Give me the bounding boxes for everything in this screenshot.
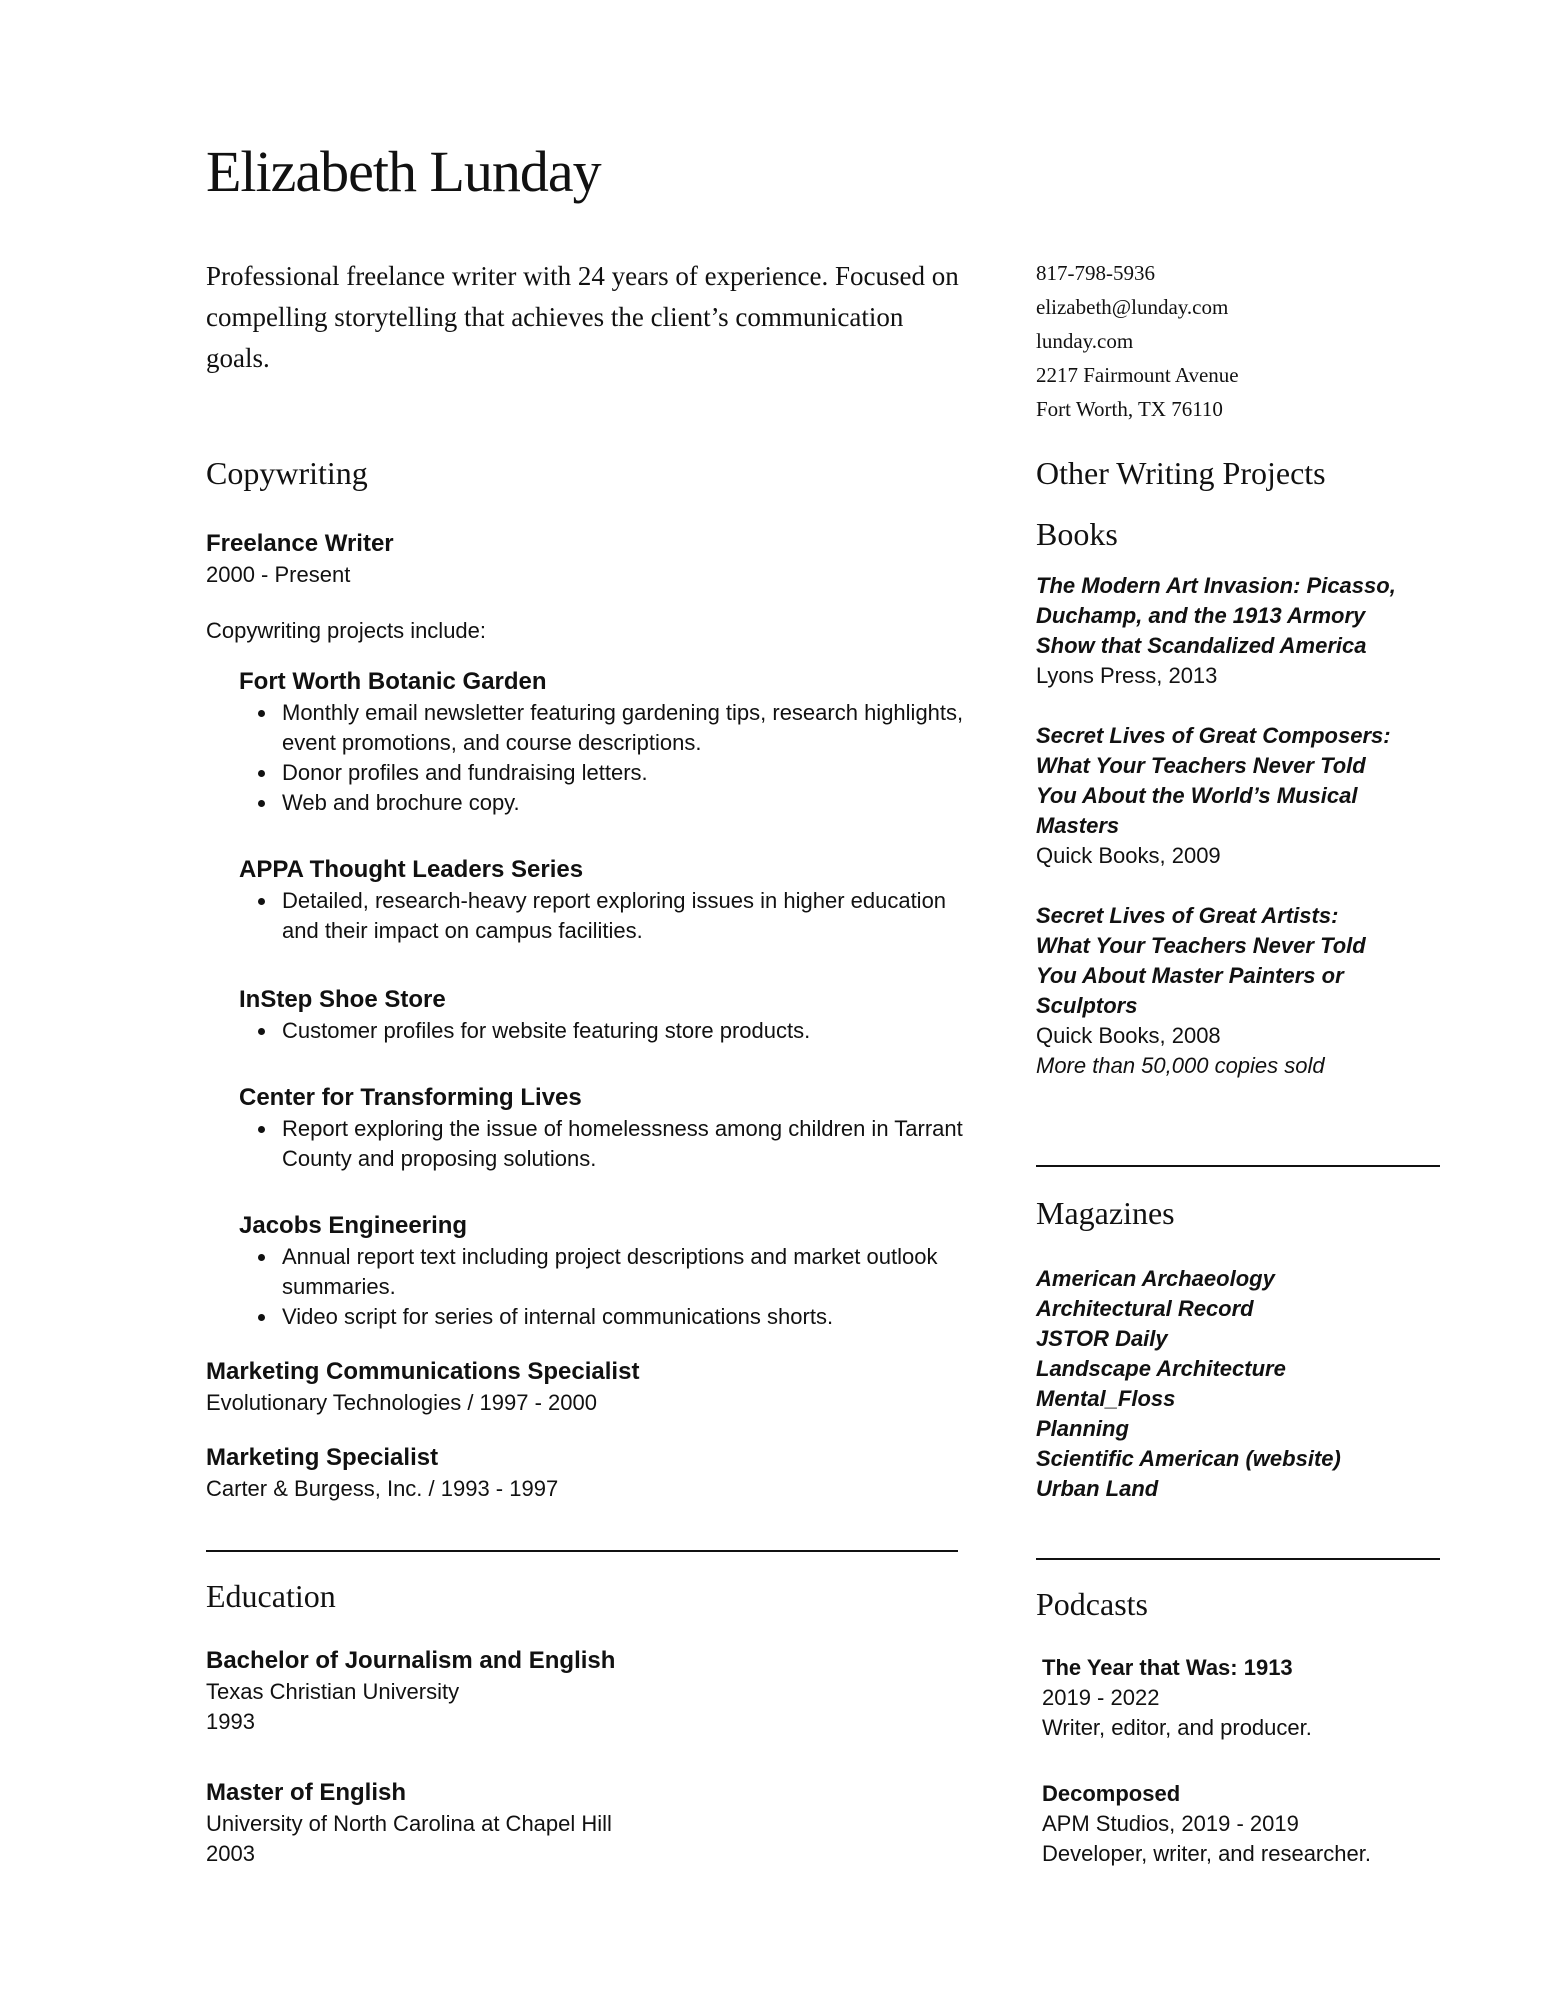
book-title: The Modern Art Invasion: Picasso, Duchamp, and the 1913 Armory Show that Scandalized America	[1036, 573, 1396, 658]
contact-website: lunday.com	[1036, 329, 1134, 353]
list-item: • Video script for series of internal communications shorts.	[278, 1302, 966, 1332]
client-bullets	[206, 1242, 966, 1332]
contact-phone: 817-798-5936	[1036, 261, 1155, 285]
podcast-entry	[1036, 1779, 1441, 1869]
job-title: Marketing Specialist	[206, 1444, 439, 1471]
list-item: • Detailed, research-heavy report exploring issues in higher education and their impact on campus facilities.	[278, 886, 966, 946]
list-item: • Report exploring the issue of homelessness among children in Tarrant County and proposing solutions.	[278, 1114, 966, 1174]
podcast-role: Developer, writer, and researcher.	[1042, 1841, 1371, 1866]
client-bullets	[206, 1114, 966, 1174]
client-name: Jacobs Engineering	[239, 1212, 468, 1239]
client-name: InStep Shoe Store	[239, 986, 446, 1013]
client-bullets	[206, 886, 966, 946]
contact-block	[1036, 256, 1239, 426]
job-title: Freelance Writer	[206, 530, 394, 557]
client-bullets	[206, 698, 966, 818]
list-item: Architectural Record	[1036, 1296, 1254, 1321]
magazines-heading: Magazines	[1036, 1195, 1175, 1231]
other-projects-heading: Other Writing Projects	[1036, 455, 1326, 491]
client-name: Center for Transforming Lives	[239, 1084, 582, 1111]
list-item: JSTOR Daily	[1036, 1326, 1168, 1351]
degree-title: Bachelor of Journalism and English	[206, 1647, 616, 1674]
podcast-entry	[1036, 1653, 1441, 1743]
book-entry	[1036, 571, 1441, 691]
list-item: Landscape Architecture	[1036, 1356, 1286, 1381]
degree-year: 2003	[206, 1841, 255, 1866]
contact-address-line1: 2217 Fairmount Avenue	[1036, 363, 1239, 387]
magazine-list	[1036, 1264, 1441, 1504]
book-title: Secret Lives of Great Composers: What Your Teachers Never Told You About the World’s Musical Masters	[1036, 723, 1391, 838]
list-item: American Archaeology	[1036, 1266, 1275, 1291]
list-item: Planning	[1036, 1416, 1129, 1441]
book-publisher: Quick Books, 2008	[1036, 1023, 1221, 1048]
list-item: • Customer profiles for website featuring store products.	[278, 1016, 966, 1046]
podcast-role: Writer, editor, and producer.	[1042, 1715, 1312, 1740]
list-item: • Annual report text including project descriptions and market outlook summaries.	[278, 1242, 966, 1302]
list-item: • Donor profiles and fundraising letters.	[278, 758, 966, 788]
job-dates: 2000 - Present	[206, 562, 351, 587]
contact-address-line2: Fort Worth, TX 76110	[1036, 397, 1223, 421]
left-column	[206, 455, 966, 1869]
degree-title: Master of English	[206, 1779, 407, 1806]
copywriting-heading: Copywriting	[206, 455, 368, 491]
list-item: • Monthly email newsletter featuring gardening tips, research highlights, event promotions, and course descriptions.	[278, 698, 966, 758]
degree-school: University of North Carolina at Chapel Hill	[206, 1811, 612, 1836]
education-heading: Education	[206, 1578, 336, 1614]
degree-year: 1993	[206, 1709, 255, 1734]
book-publisher: Lyons Press, 2013	[1036, 663, 1218, 688]
projects-intro: Copywriting projects include:	[206, 618, 487, 643]
resume-summary: Professional freelance writer with 24 years of experience. Focused on compelling storytelling that achieves the client’s communication goals.	[206, 261, 959, 373]
right-column	[1036, 455, 1441, 1869]
client-name: APPA Thought Leaders Series	[239, 856, 584, 883]
podcast-dates: 2019 - 2022	[1042, 1685, 1160, 1710]
job-detail: Evolutionary Technologies / 1997 - 2000	[206, 1390, 597, 1415]
podcast-title: Decomposed	[1042, 1781, 1181, 1806]
job-detail: Carter & Burgess, Inc. / 1993 - 1997	[206, 1476, 559, 1501]
book-publisher: Quick Books, 2009	[1036, 843, 1221, 868]
list-item: Scientific American (website)	[1036, 1446, 1341, 1471]
book-entry	[1036, 901, 1441, 1081]
list-item: Urban Land	[1036, 1476, 1159, 1501]
degree-school: Texas Christian University	[206, 1679, 460, 1704]
book-title: Secret Lives of Great Artists: What Your Teachers Never Told You About Master Painters or Sculptors	[1036, 903, 1366, 1018]
podcast-dates: APM Studios, 2019 - 2019	[1042, 1811, 1299, 1836]
contact-email: elizabeth@lunday.com	[1036, 295, 1229, 319]
resume-name: Elizabeth Lunday	[206, 139, 601, 204]
book-entry	[1036, 721, 1441, 871]
books-heading: Books	[1036, 516, 1118, 552]
job-title: Marketing Communications Specialist	[206, 1358, 640, 1385]
client-name: Fort Worth Botanic Garden	[239, 668, 547, 695]
list-item: • Web and brochure copy.	[278, 788, 966, 818]
book-note: More than 50,000 copies sold	[1036, 1053, 1325, 1078]
podcasts-heading: Podcasts	[1036, 1586, 1148, 1622]
list-item: Mental_Floss	[1036, 1386, 1176, 1411]
podcast-title: The Year that Was: 1913	[1042, 1655, 1293, 1680]
client-bullets	[206, 1016, 966, 1046]
